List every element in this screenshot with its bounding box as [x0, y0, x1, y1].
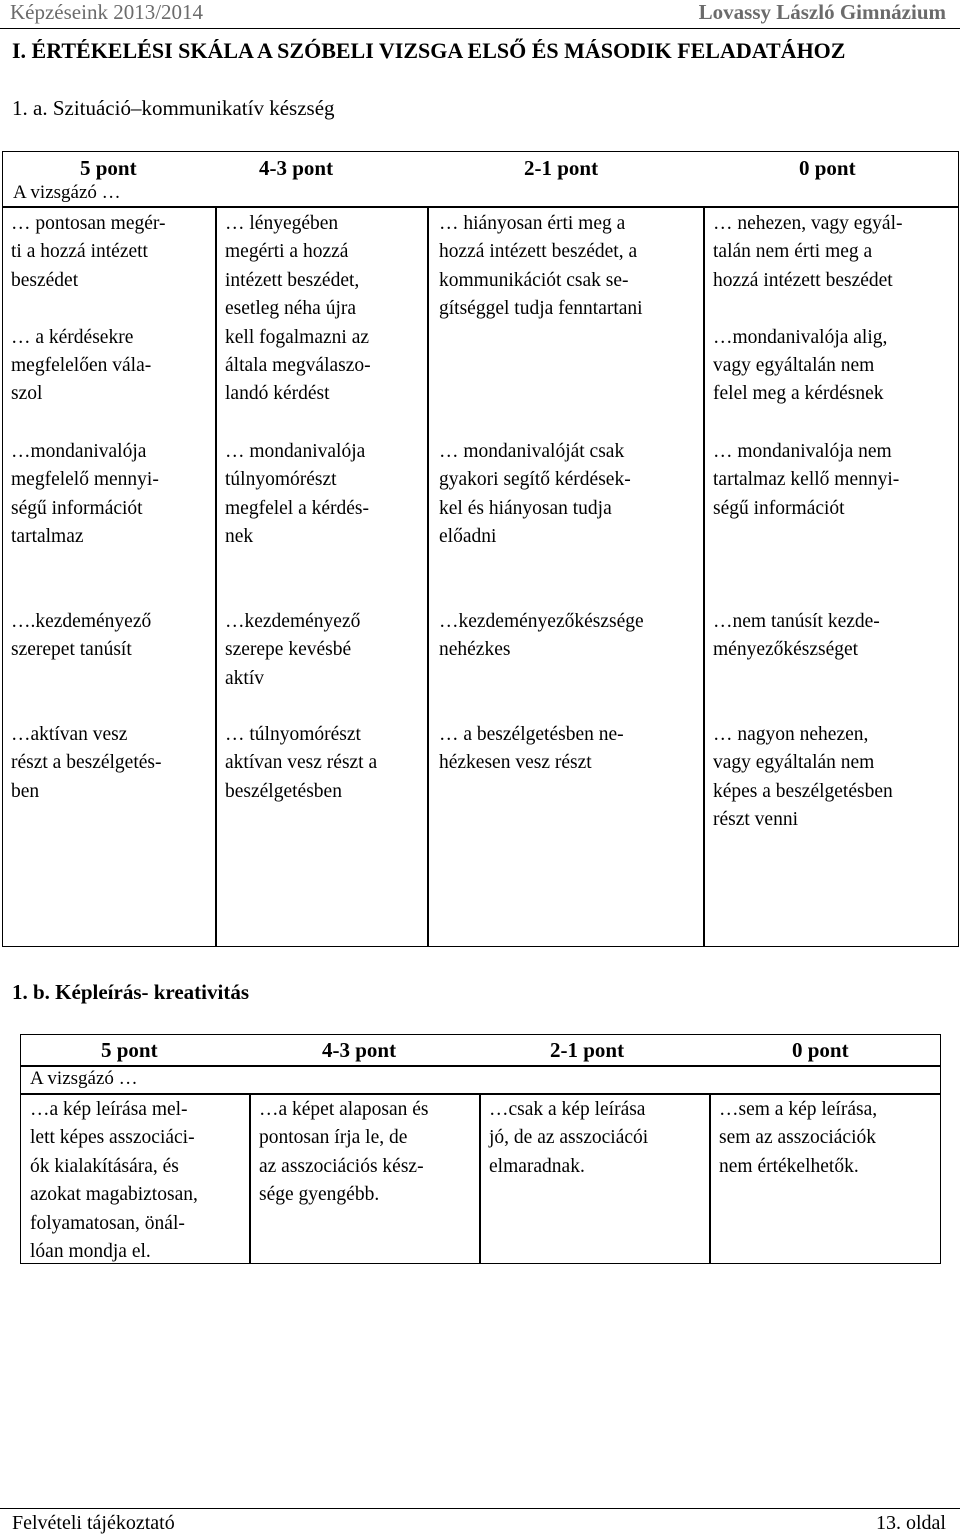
table-a-cell: … mondanivalója nem tartalmaz kellő mennyi- ségű információt: [713, 441, 900, 519]
table-a-col-5: 5 pont: [80, 156, 137, 180]
table-a-cell: … nehezen, vagy egyál- talán nem érti meg a hozzá intézett beszédet …mondanivalója alig, vagy egyáltalán nem felel meg a kérdésnek: [713, 213, 903, 405]
table-a-col-21: 2-1 pont: [524, 156, 599, 180]
table-b-col-0: 0 pont: [792, 1038, 849, 1062]
table-a-cell: … a beszélgetésben ne- hézkesen vesz részt: [439, 724, 624, 774]
table-b-subject: A vizsgázó …: [30, 1068, 138, 1089]
table-b-cell: …sem a kép leírása, sem az asszociációk nem értékelhetők.: [719, 1099, 878, 1177]
table-b-col-21: 2-1 pont: [550, 1038, 625, 1062]
table-b-cell: …a kép leírása mel- lett képes asszociáci- ók kialakítására, és azokat magabiztosan, folyamatosan, önál- lóan mondja el.: [30, 1099, 198, 1263]
section-b-heading: 1. b. Képleírás- kreativitás: [12, 980, 250, 1004]
table-a-divider-1: [215, 206, 217, 946]
table-b: [20, 1034, 941, 1264]
table-b-divider-2: [479, 1093, 481, 1263]
table-b-col-43: 4-3 pont: [322, 1038, 397, 1062]
table-a-cell: … túlnyomórészt aktívan vesz részt a beszélgetésben: [225, 724, 378, 802]
table-b-rule-1: [21, 1065, 940, 1067]
table-b-divider-3: [709, 1093, 711, 1263]
table-a-cell: …kezdeményező szerepe kevésbé aktív: [225, 611, 361, 689]
table-a-cell: …kezdeményezőkészsége nehézkes: [439, 611, 644, 661]
table-a-col-0: 0 pont: [799, 156, 856, 180]
document-title: I. ÉRTÉKELÉSI SKÁLA A SZÓBELI VIZSGA ELSŐ ÉS MÁSODIK FELADATÁHOZ: [12, 38, 846, 63]
table-a-cell: …aktívan vesz részt a beszélgetés- ben: [11, 724, 162, 802]
table-a-cell: …mondanivalója megfelelő mennyi- ségű információt tartalmaz: [11, 441, 159, 548]
table-a-cell: … pontosan megér- ti a hozzá intézett beszédet … a kérdésekre megfelelően vála- szol: [11, 213, 166, 405]
page-footer-rule: [0, 1508, 960, 1509]
footer-page-number: 13. oldal: [876, 1512, 946, 1534]
table-a-divider-3: [703, 206, 705, 946]
table-a: [2, 151, 959, 947]
table-a-cell: … hiányosan érti meg a hozzá intézett beszédet, a kommunikációt csak se- gítséggel tudja fenntartani: [439, 213, 643, 320]
table-a-cell: … mondanivalóját csak gyakori segítő kérdések- kel és hiányosan tudja előadni: [439, 441, 631, 548]
page-header: [0, 0, 960, 29]
header-right: Lovassy László Gimnázium: [698, 0, 946, 24]
table-a-rule: [3, 206, 958, 208]
section-a-heading: 1. a. Szituáció–kommunikatív készség: [12, 96, 335, 120]
table-a-subject: A vizsgázó …: [13, 182, 121, 203]
header-left: Képzéseink 2013/2014: [10, 0, 204, 24]
table-a-cell: ….kezdeményező szerepet tanúsít: [11, 611, 152, 661]
table-a-cell: …nem tanúsít kezde- ményezőkészséget: [713, 611, 880, 661]
table-b-rule-2: [21, 1093, 940, 1095]
table-a-col-43: 4-3 pont: [259, 156, 334, 180]
table-a-divider-2: [427, 206, 429, 946]
table-a-cell: … lényegében megérti a hozzá intézett beszédet, esetleg néha újra kell fogalmazni az általa megválaszo- landó kérdést: [225, 213, 371, 405]
table-b-cell: …a képet alaposan és pontosan írja le, de az asszociációs kész- sége gyengébb.: [259, 1099, 429, 1206]
table-a-cell: … nagyon nehezen, vagy egyáltalán nem képes a beszélgetésben részt venni: [713, 724, 893, 831]
table-b-col-5: 5 pont: [101, 1038, 158, 1062]
table-a-cell: … mondanivalója túlnyomórészt megfelel a kérdés- nek: [225, 441, 370, 548]
table-b-cell: …csak a kép leírása jó, de az asszociácói elmaradnak.: [489, 1099, 649, 1177]
footer-left: Felvételi tájékoztató: [12, 1512, 175, 1534]
table-b-divider-1: [249, 1093, 251, 1263]
